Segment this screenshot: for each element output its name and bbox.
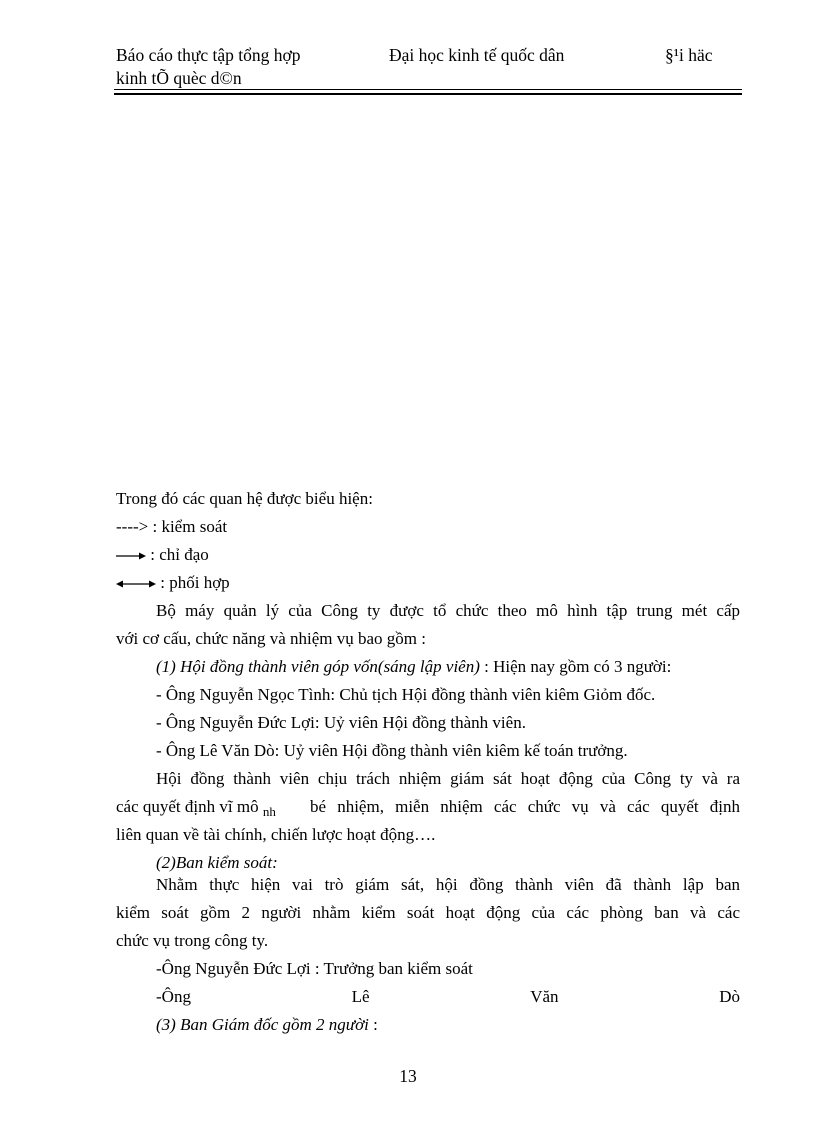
- header-garbled-right: §¹i häc: [665, 45, 713, 65]
- legend-coordinate-label: : phối hợp: [160, 573, 230, 592]
- list-item: - Ông Nguyễn Ngọc Tình: Chủ tịch Hội đồng thành viên kiêm Giỏm đốc.: [156, 685, 656, 704]
- section-1-heading: [156, 656, 740, 678]
- double-arrow-icon: [116, 579, 156, 589]
- paragraph-board-line2-b: bé nhiệm, miễn nhiệm các chức vụ và các quyết định: [310, 797, 740, 816]
- header-rule-thin: [114, 89, 742, 90]
- paragraph-board-line1: Hội đồng thành viên chịu trách nhiệm giám sát hoạt động của Công ty và ra: [156, 769, 740, 788]
- right-arrow-icon: [116, 551, 146, 561]
- section-1-count: : Hiện nay gồm có 3 người:: [479, 657, 672, 676]
- paragraph-board-line2-sub: nh: [262, 804, 276, 819]
- section-2-title: (2)Ban kiểm soát:: [156, 853, 278, 872]
- header-rule-thick: [114, 93, 742, 95]
- paragraph-board-line2: [116, 796, 740, 819]
- paragraph-audit-line1: Nhằm thực hiện vai trò giám sát, hội đồng thành viên đã thành lập ban: [156, 875, 740, 894]
- section-2-item-2: [156, 986, 740, 1008]
- section-2-item-2-word: Lê: [351, 987, 370, 1006]
- section-3-colon: :: [368, 1015, 378, 1034]
- list-item: - Ông Lê Văn Dò: Uỷ viên Hội đồng thành viên kiêm kế toán trưởng.: [156, 741, 628, 760]
- section-2-item-2-word: -Ông: [156, 987, 191, 1006]
- paragraph-structure-line2: với cơ cấu, chức năng và nhiệm vụ bao gồm :: [116, 629, 426, 648]
- legend-control: ----> : kiểm soát: [116, 517, 228, 536]
- section-3-title: (3) Ban Giám đốc gồm 2 người: [156, 1015, 369, 1034]
- page-number: 13: [399, 1066, 417, 1086]
- list-item: - Ông Nguyễn Đức Lợi: Uỷ viên Hội đồng thành viên.: [156, 713, 526, 732]
- paragraph-structure-line1: Bộ máy quản lý của Công ty được tổ chức theo mô hình tập trung mét cấp: [156, 601, 740, 620]
- section-2-item-2-word: Văn: [530, 987, 559, 1006]
- legend-coordinate-row: [116, 572, 740, 594]
- section-2-item-1: -Ông Nguyễn Đức Lợi : Trưởng ban kiểm soát: [156, 959, 473, 978]
- section-3-heading: [156, 1014, 740, 1036]
- section-1-title: (1) Hội đồng thành viên góp vốn(sáng lập viên): [156, 657, 480, 676]
- paragraph-board-line3: liên quan về tài chính, chiến lược hoạt động….: [116, 825, 436, 844]
- legend-direct-label: : chỉ đạo: [150, 545, 209, 564]
- section-2-item-2-word: Dò: [719, 987, 740, 1006]
- paragraph-audit-line3: chức vụ trong công ty.: [116, 931, 269, 950]
- legend-intro: Trong đó các quan hệ được biểu hiện:: [116, 489, 373, 508]
- header-report-title: Báo cáo thực tập tổng hợp: [116, 45, 301, 65]
- paragraph-board-line2-a: các quyết định vĩ mô: [116, 797, 259, 816]
- paragraph-audit-line2: kiểm soát gồm 2 người nhằm kiểm soát hoạt động của các phòng ban và các: [116, 903, 740, 922]
- header-garbled-line2: kinh tÕ quèc d©n: [116, 68, 242, 88]
- legend-direct-row: [116, 544, 740, 566]
- header-university: Đại học kinh tế quốc dân: [389, 45, 565, 65]
